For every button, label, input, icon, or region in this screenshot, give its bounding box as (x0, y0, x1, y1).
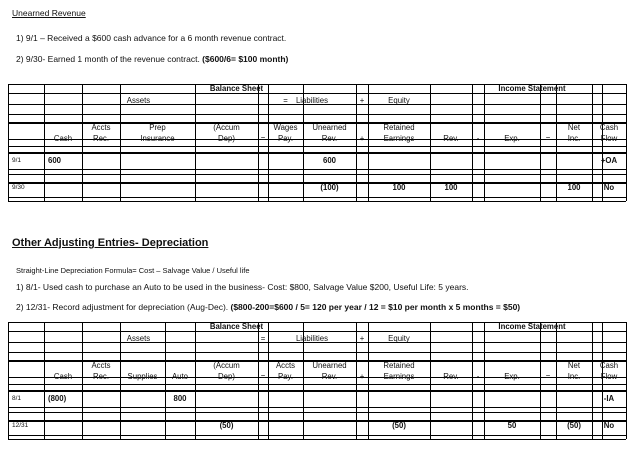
cell-cash: 600 (48, 156, 62, 165)
equals-sign: = (545, 134, 551, 143)
assets-header: Assets (126, 96, 151, 105)
cell-cash-flow: No (603, 183, 615, 192)
col-accumulated-depreciation-line1: (Accum (213, 361, 240, 370)
col-net-income-line1: Net (567, 123, 581, 132)
col-retained-earnings-line2: Earnings (383, 372, 415, 381)
unearned-revenue-line-1: 1) 9/1 – Received a $600 cash advance for a 6 month revenue contract. (16, 33, 287, 43)
col-accounts-receivable-line2: Rec. (92, 372, 110, 381)
row-date: 8/1 (12, 395, 22, 402)
equity-header: Equity (388, 334, 410, 343)
equals-sign: = (260, 134, 266, 143)
cell-unearned-revenue: 600 (322, 156, 336, 165)
balance-sheet-header: Balance Sheet (209, 84, 264, 93)
cell-auto: 800 (173, 394, 187, 403)
col-expense: Exp. (504, 372, 520, 381)
col-supplies: Supplies (127, 372, 158, 381)
equals-sign: = (283, 96, 288, 105)
depreciation-line-2: 2) 12/31- Record adjustment for depreciation (Aug-Dec). ($800-200=$600 / 5= 120 per year / 12 = $10 per month x 5 months = $50) (16, 302, 521, 312)
plus-sign: + (359, 134, 365, 143)
grid-line (8, 435, 626, 436)
grid-line (8, 384, 626, 385)
grid-line (8, 146, 626, 147)
minus-sign: - (476, 134, 480, 143)
row-date: 9/30 (12, 184, 25, 191)
row-date: 9/1 (12, 157, 22, 164)
cell-cash-flow: +OA (600, 156, 618, 165)
col-cash-flow-line2: Flow (600, 372, 618, 381)
cell-net-income: (50) (567, 421, 581, 430)
col-accounts-receivable-line1: Accts (91, 123, 111, 132)
col-accumulated-depreciation-line2: Dep) (218, 134, 235, 143)
unearned-revenue-line-2: 2) 9/30- Earned 1 month of the revenue contract. ($600/6= $100 month) (16, 54, 289, 64)
grid-line (8, 352, 626, 353)
cell-cash-flow: -IA (603, 394, 615, 403)
col-cash-flow-line1: Cash (599, 123, 619, 132)
col-accounts-receivable-line2: Rec. (92, 134, 110, 143)
col-wages-payable-line2: Pay. (277, 134, 294, 143)
cell-accumulated-depreciation: (50) (219, 421, 234, 430)
cell-expense: 50 (507, 421, 517, 430)
grid-line (8, 152, 626, 154)
col-cash-flow-line1: Cash (599, 361, 619, 370)
row-date: 12/31 (12, 422, 29, 429)
plus-sign: + (359, 334, 365, 343)
col-accounts-payable-line2: Pay. (277, 372, 294, 381)
unearned-revenue-table (0, 84, 638, 209)
grid-line (8, 93, 626, 94)
equals-sign: = (545, 372, 551, 381)
depreciation-table (0, 322, 638, 447)
col-revenue: Rev. (443, 372, 459, 381)
liabilities-header: Liabilities (295, 334, 329, 343)
col-expense: Exp. (504, 134, 520, 143)
col-retained-earnings-line2: Earnings (383, 134, 415, 143)
col-net-income-line2: Inc. (567, 134, 581, 143)
cell-retained-earnings: (50) (392, 421, 406, 430)
grid-line (8, 331, 626, 332)
grid-line (8, 114, 626, 115)
grid-line (8, 390, 626, 392)
section-title-unearned-revenue: Unearned Revenue (12, 8, 86, 18)
grid-line (626, 322, 627, 439)
col-prepaid-insurance-line2: Insurance (140, 134, 175, 143)
cell-retained-earnings: 100 (392, 183, 406, 192)
equals-sign: = (260, 334, 266, 343)
col-cash: Cash (53, 134, 73, 143)
cell-unearned-revenue: (100) (320, 183, 339, 192)
cell-revenue: 100 (444, 183, 458, 192)
col-accounts-receivable-line1: Accts (91, 361, 111, 370)
grid-line (8, 174, 626, 175)
section-title-depreciation: Other Adjusting Entries- Depreciation (12, 237, 209, 249)
depreciation-line-1: 1) 8/1- Used cash to purchase an Auto to be used in the business- Cost: $800, Salvage Value $200, Useful Life: 5 years. (16, 282, 469, 292)
col-net-income-line2: Inc. (567, 372, 581, 381)
col-retained-earnings-line1: Retained (383, 361, 415, 370)
grid-line (8, 169, 626, 170)
col-unearned-revenue-line1: Unearned (312, 123, 347, 132)
col-retained-earnings-line1: Retained (383, 123, 415, 132)
col-unearned-revenue-line2: Rev. (321, 372, 338, 381)
grid-line (8, 197, 626, 198)
col-cash-flow-line2: Flow (600, 134, 618, 143)
minus-sign: - (476, 372, 480, 381)
grid-line (626, 84, 627, 201)
col-unearned-revenue-line2: Rev. (321, 134, 338, 143)
col-accumulated-depreciation-line1: (Accum (213, 123, 240, 132)
balance-sheet-header: Balance Sheet (209, 322, 264, 331)
col-revenue: Rev. (443, 134, 459, 143)
cell-net-income: 100 (567, 183, 581, 192)
equals-sign: = (260, 372, 266, 381)
grid-line (8, 407, 626, 408)
income-statement-header: Income Statement (498, 84, 566, 93)
cell-cash: (800) (48, 394, 67, 403)
col-auto: Auto (171, 372, 189, 381)
plus-sign: + (359, 96, 365, 105)
equity-header: Equity (388, 96, 410, 105)
col-accumulated-depreciation-line2: Dep) (218, 372, 235, 381)
grid-line (8, 412, 626, 413)
cell-cash-flow: No (603, 421, 615, 430)
plus-sign: + (359, 372, 365, 381)
liabilities-header: Liabilities (295, 96, 329, 105)
col-wages-payable-line1: Wages (273, 123, 298, 132)
assets-header: Assets (126, 334, 151, 343)
grid-line (8, 439, 626, 440)
col-unearned-revenue-line1: Unearned (312, 361, 347, 370)
depreciation-formula: Straight-Line Depreciation Formula= Cost – Salvage Value / Useful life (16, 266, 250, 275)
col-prepaid-insurance-line1: Prep (149, 123, 166, 132)
col-cash: Cash (53, 372, 73, 381)
col-net-income-line1: Net (567, 361, 581, 370)
income-statement-header: Income Statement (498, 322, 566, 331)
grid-line (8, 201, 626, 202)
col-accounts-payable-line1: Accts (275, 361, 296, 370)
